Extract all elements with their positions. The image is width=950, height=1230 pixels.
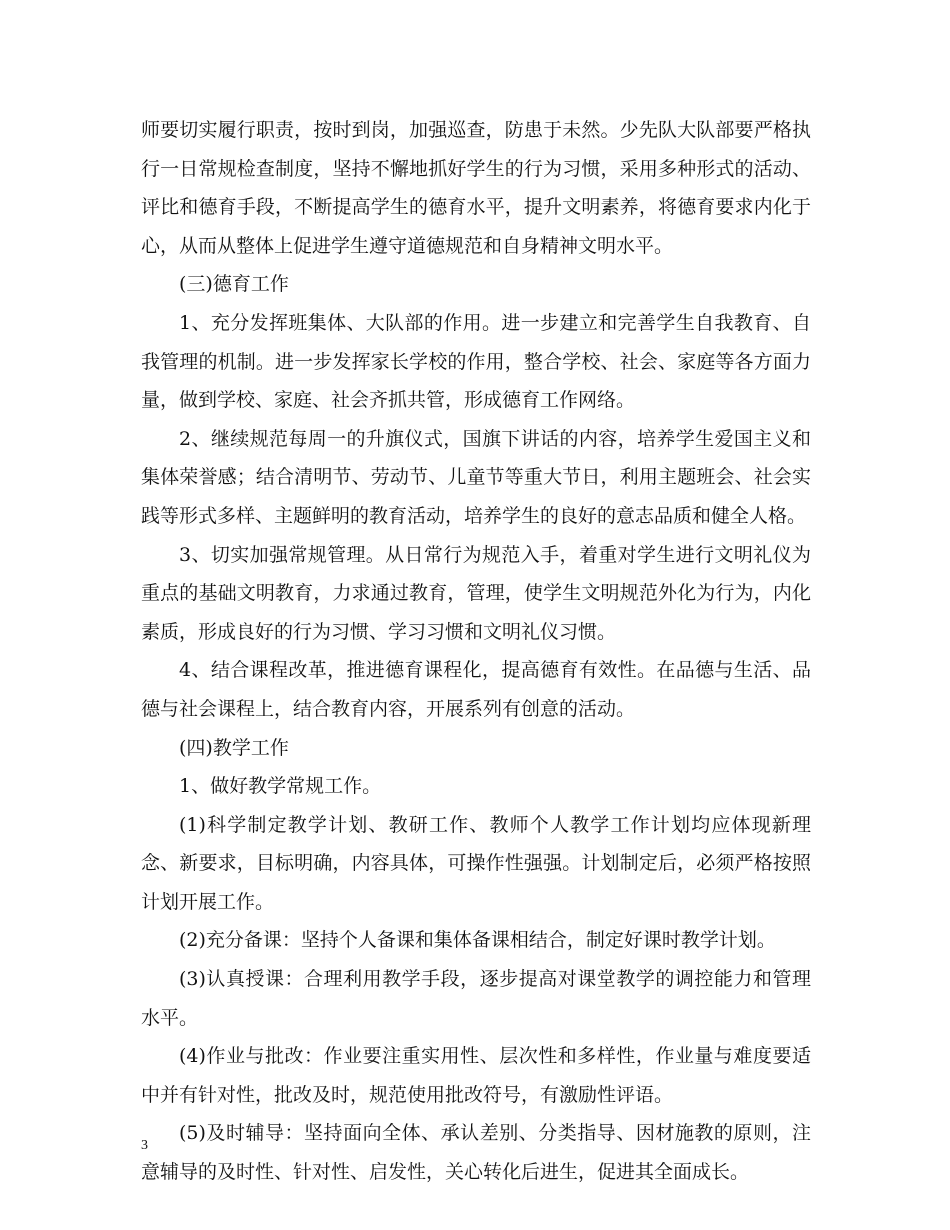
paragraph-moral-item-2: 2、继续规范每周一的升旗仪式，国旗下讲话的内容，培养学生爱国主义和集体荣誉感；结合清明节、劳动节、儿童节等重大节日，利用主题班会、社会实践等形式多样、主题鲜明的教育活动，培养学生的良好的意志品质和健全人格。 [141, 427, 811, 527]
paragraph-teaching-item-1: 1、做好教学常规工作。 [179, 775, 382, 798]
paragraph-moral-item-4: 4、结合课程改革，推进德育课程化，提高德育有效性。在品德与生活、品德与社会课程上，结合教育内容，开展系列有创意的活动。 [141, 659, 811, 720]
paragraph-teaching-sub-4: (4)作业与批改：作业要注重实用性、层次性和多样性，作业量与难度要适中并有针对性，批改及时，规范使用批改符号，有激励性评语。 [141, 1045, 811, 1106]
paragraph-teaching-sub-1: (1)科学制定教学计划、教研工作、教师个人教学工作计划均应体现新理念、新要求，目标明确，内容具体，可操作性强强。计划制定后，必须严格按照计划开展工作。 [141, 813, 811, 913]
section-heading-moral-education: (三)德育工作 [179, 273, 289, 296]
page-number: 3 [141, 1138, 148, 1153]
paragraph-continuation: 师要切实履行职责，按时到岗，加强巡查，防患于未然。少先队大队部要严格执行一日常规检查制度，坚持不懈地抓好学生的行为习惯，采用多种形式的活动、评比和德育手段，不断提高学生的德育水平，提升文明素养，将德育要求内化于心，从而从整体上促进学生遵守道德规范和自身精神文明水平。 [141, 119, 811, 257]
section-heading-teaching: (四)教学工作 [179, 736, 289, 759]
paragraph-teaching-sub-5: (5)及时辅导：坚持面向全体、承认差别、分类指导、因材施教的原则，注意辅导的及时性、针对性、启发性，关心转化后进生，促进其全面成长。 [141, 1122, 811, 1184]
paragraph-teaching-sub-3: (3)认真授课：合理利用教学手段，逐步提高对课堂教学的调控能力和管理水平。 [141, 968, 811, 1029]
paragraph-moral-item-1: 1、充分发挥班集体、大队部的作用。进一步建立和完善学生自我教育、自我管理的机制。进一步发挥家长学校的作用，整合学校、社会、家庭等各方面力量，做到学校、家庭、社会齐抓共管，形成德育工作网络。 [141, 311, 811, 412]
document-body [141, 111, 811, 1192]
paragraph-moral-item-3: 3、切实加强常规管理。从日常行为规范入手，着重对学生进行文明礼仪为重点的基础文明教育，力求通过教育，管理，使学生文明规范外化为行为，内化素质，形成良好的行为习惯、学习习惯和文明礼仪习惯。 [141, 543, 811, 643]
paragraph-teaching-sub-2: (2)充分备课：坚持个人备课和集体备课相结合，制定好课时教学计划。 [179, 929, 776, 952]
